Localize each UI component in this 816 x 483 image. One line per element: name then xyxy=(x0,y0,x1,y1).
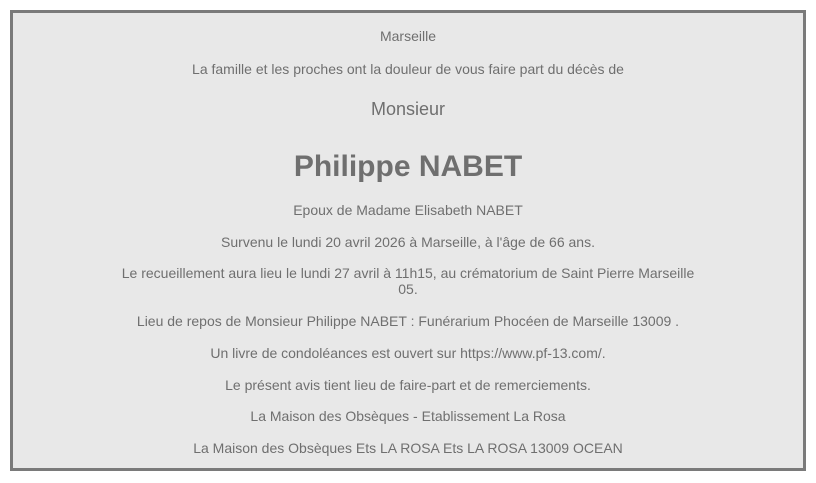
death-details: Survenu le lundi 20 avril 2026 à Marseille, à l'âge de 66 ans. xyxy=(221,234,595,250)
spouse-text: Epoux de Madame Elisabeth NABET xyxy=(293,202,523,218)
death-notice xyxy=(10,10,806,471)
intro-text: La famille et les proches ont la douleur de vous faire part du décès de xyxy=(192,61,624,77)
deceased-name: Philippe NABET xyxy=(293,150,523,183)
funeral-home-full-name: La Maison des Obsèques Ets LA ROSA Ets LA ROSA 13009 OCEAN xyxy=(193,440,623,456)
honorific-title: Monsieur xyxy=(370,99,446,119)
condolences-book-text: Un livre de condoléances est ouvert sur https://www.pf-13.com/. xyxy=(210,345,606,361)
ceremony-details: Le recueillement aura lieu le lundi 27 avril à 11h15, au crématorium de Saint Pierre Marseille 05. xyxy=(121,265,695,297)
rest-place-text: Lieu de repos de Monsieur Philippe NABET : Funérarium Phocéen de Marseille 13009 . xyxy=(136,313,680,329)
funeral-home-name: La Maison des Obsèques - Etablissement La Rosa xyxy=(250,408,566,424)
city-label: Marseille xyxy=(379,28,436,44)
acknowledgement-text: Le présent avis tient lieu de faire-part et de remerciements. xyxy=(225,377,591,393)
